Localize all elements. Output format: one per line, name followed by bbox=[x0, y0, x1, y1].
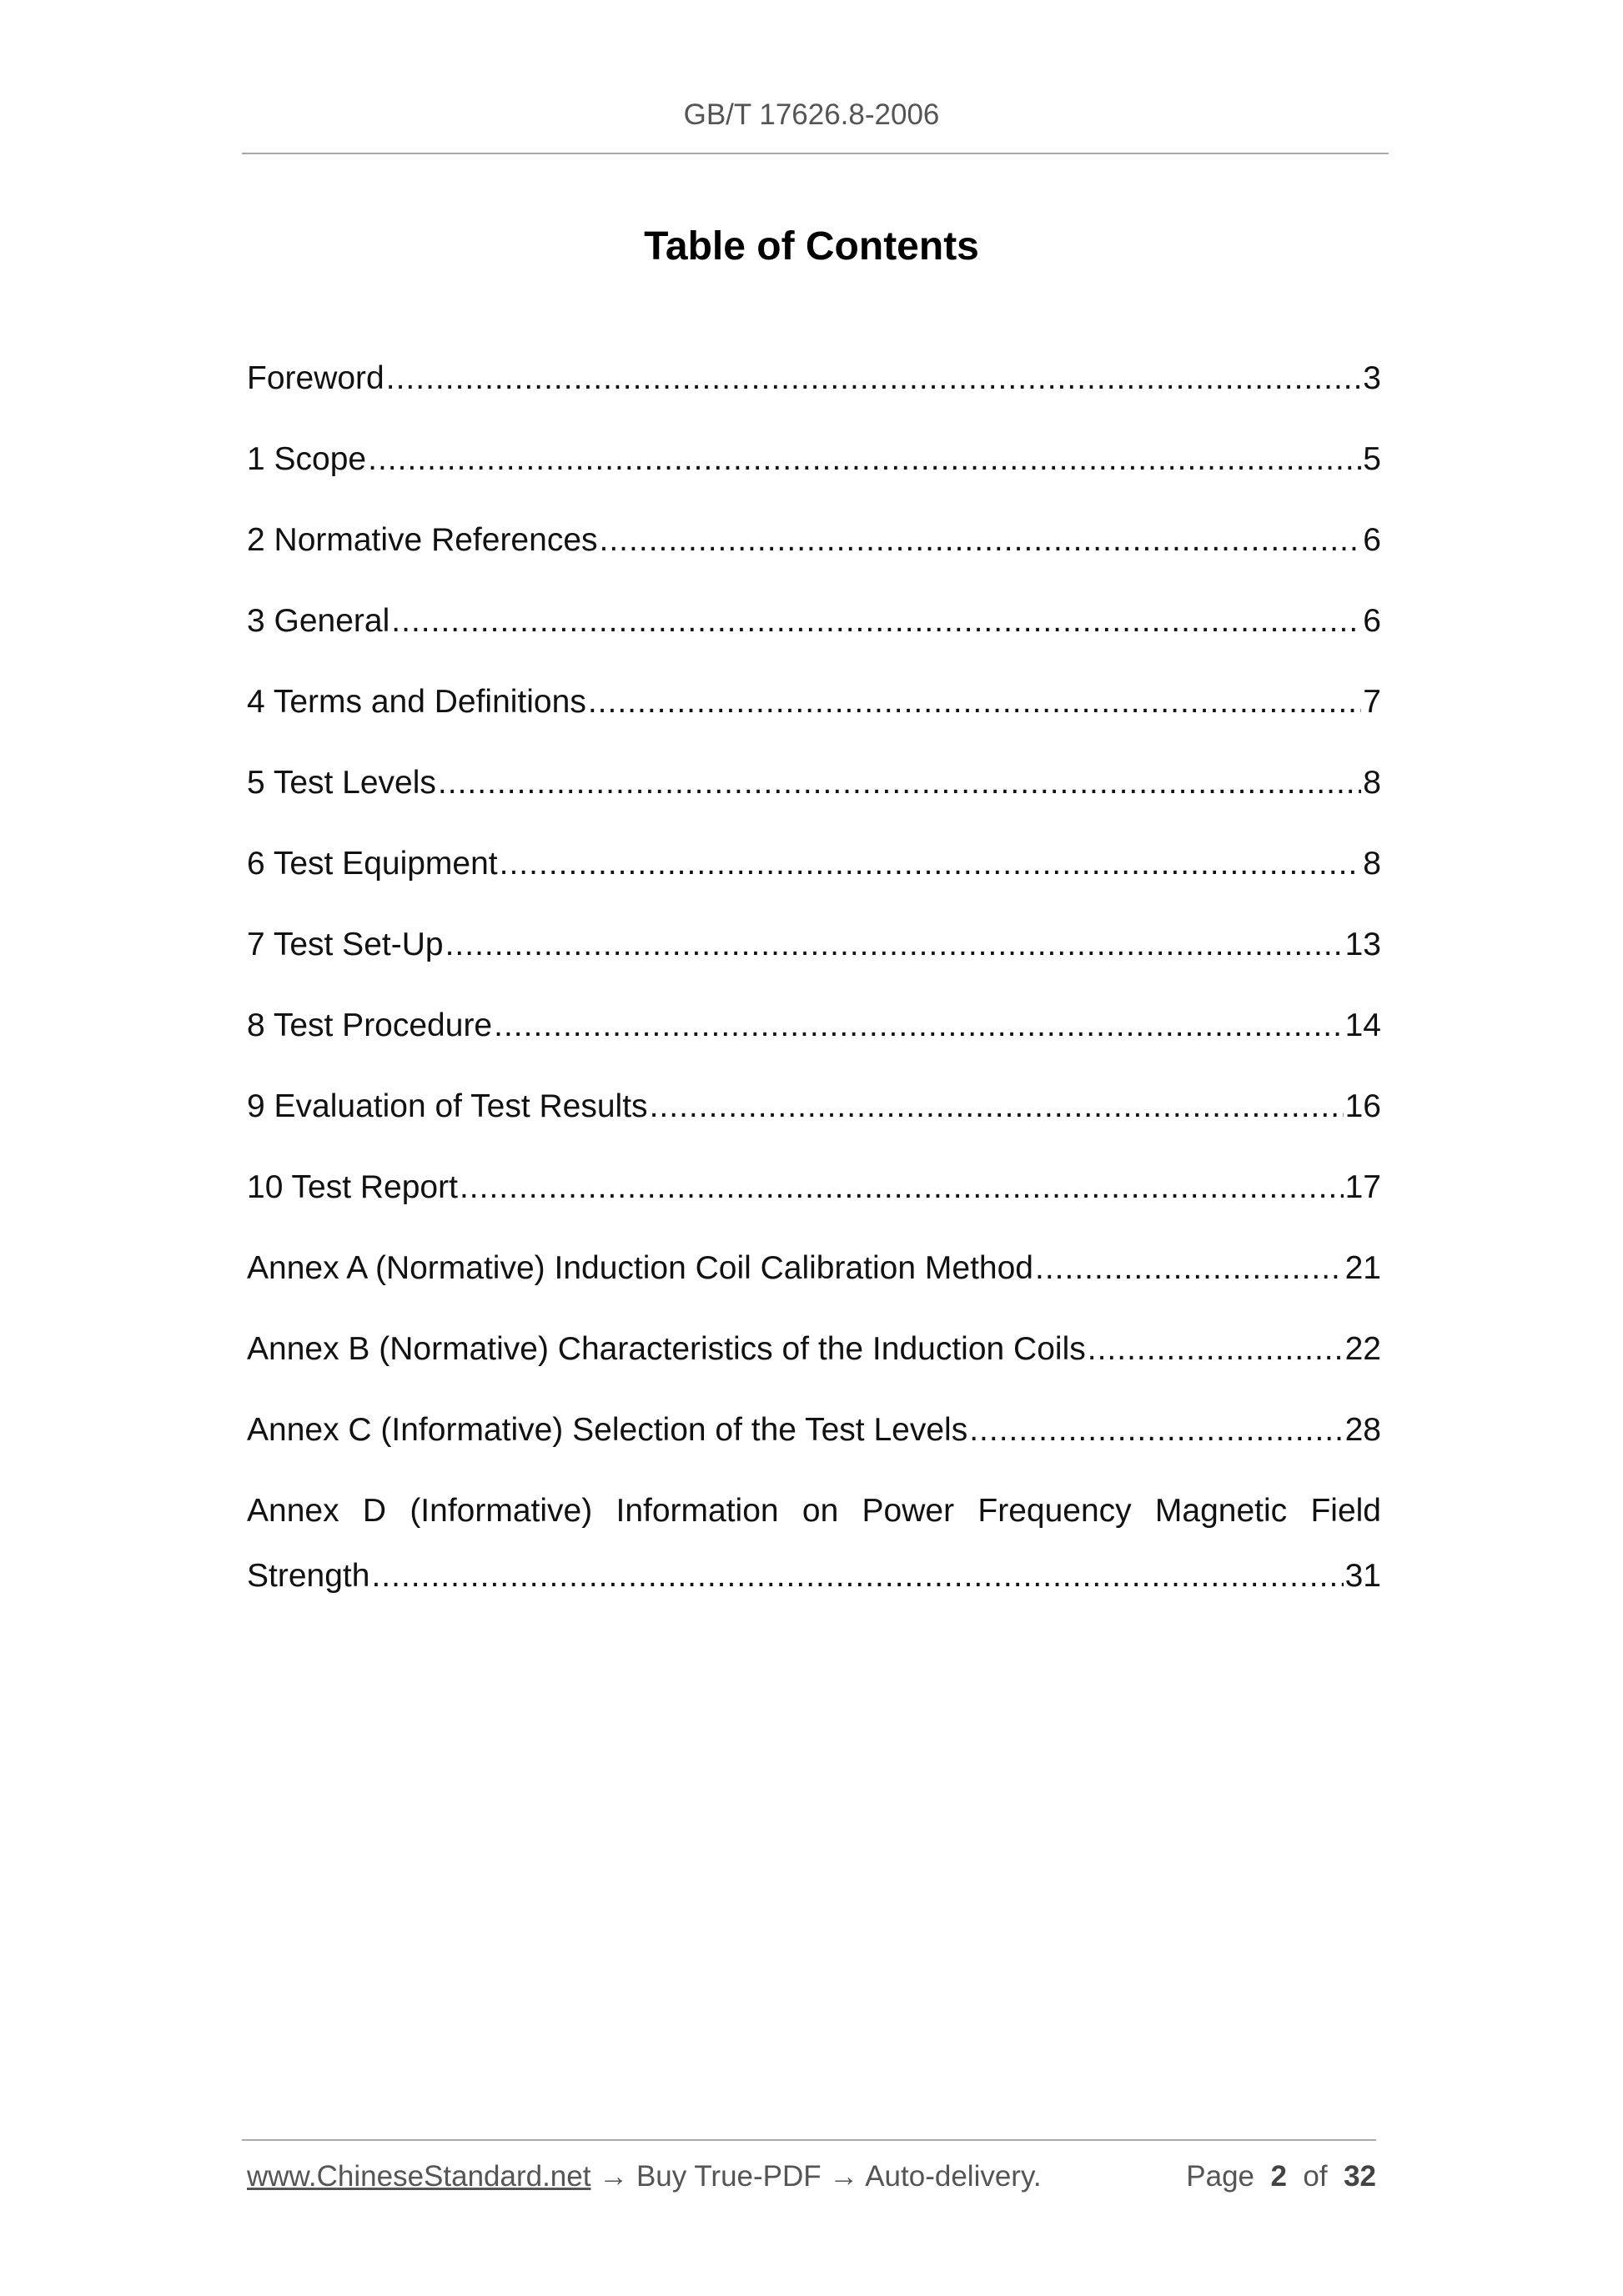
page-word: Page bbox=[1186, 2160, 1255, 2193]
toc-entry-label: 5 Test Levels bbox=[247, 765, 436, 801]
toc-entry-page: 31 bbox=[1344, 1558, 1381, 1594]
toc-entry-page: 5 bbox=[1363, 441, 1381, 477]
toc-leader-dots bbox=[969, 1406, 1343, 1454]
toc-entry-label: 1 Scope bbox=[247, 441, 367, 477]
toc-entry-test-procedure[interactable] bbox=[247, 1002, 1381, 1083]
toc-entry-label: Foreword bbox=[247, 360, 384, 396]
toc-leader-dots bbox=[650, 1083, 1344, 1131]
toc-leader-dots bbox=[445, 921, 1344, 969]
toc-entry-annex-a[interactable] bbox=[247, 1244, 1381, 1325]
arrow-right-icon: → bbox=[599, 2160, 629, 2193]
toc-leader-dots bbox=[438, 759, 1361, 807]
toc-entry-page: 6 bbox=[1363, 603, 1381, 639]
buy-true-pdf-text: Buy True-PDF bbox=[636, 2160, 822, 2193]
auto-delivery-text: Auto-delivery. bbox=[865, 2160, 1042, 2193]
toc-entry-test-set-up[interactable] bbox=[247, 921, 1381, 1002]
toc-entry-page: 14 bbox=[1344, 1007, 1381, 1043]
toc-entry-test-report[interactable] bbox=[247, 1163, 1381, 1244]
footer-divider bbox=[242, 2139, 1376, 2141]
toc-entry-page: 7 bbox=[1363, 684, 1381, 720]
toc-leader-dots bbox=[460, 1163, 1344, 1212]
toc-entry-label: 10 Test Report bbox=[247, 1169, 458, 1205]
header-divider bbox=[242, 153, 1389, 154]
toc-entry-page: 21 bbox=[1344, 1250, 1381, 1286]
toc-entry-terms-and-definitions[interactable] bbox=[247, 678, 1381, 759]
toc-entry-page: 8 bbox=[1363, 765, 1381, 801]
toc-entry-annex-b[interactable] bbox=[247, 1325, 1381, 1406]
toc-leader-dots bbox=[391, 597, 1361, 646]
toc-entry-normative-references[interactable] bbox=[247, 516, 1381, 597]
toc-entry-page: 22 bbox=[1344, 1331, 1381, 1367]
toc-entry-label: 2 Normative References bbox=[247, 522, 598, 558]
toc-leader-dots bbox=[371, 1552, 1343, 1600]
toc-entry-page: 28 bbox=[1344, 1412, 1381, 1448]
toc-leader-dots bbox=[494, 1002, 1343, 1050]
toc-leader-dots bbox=[588, 678, 1361, 726]
toc-entry-label: Annex B (Normative) Characteristics of the Induction Coils bbox=[247, 1331, 1086, 1367]
toc-entry-label-line1: Annex D (Informative) Information on Power Frequency Magnetic Field bbox=[247, 1493, 1381, 1529]
toc-entry-label: 9 Evaluation of Test Results bbox=[247, 1088, 648, 1124]
toc-leader-dots bbox=[600, 516, 1362, 565]
footer-promo bbox=[247, 2160, 1042, 2193]
toc-entry-label-line2: Strength bbox=[247, 1558, 370, 1594]
toc-entry-page: 6 bbox=[1363, 522, 1381, 558]
toc-leader-dots bbox=[1035, 1244, 1344, 1293]
page-current: 2 bbox=[1270, 2160, 1287, 2193]
toc-leader-dots bbox=[500, 840, 1362, 888]
toc-entry-label: 4 Terms and Definitions bbox=[247, 684, 586, 720]
toc-entry-evaluation-of-test-results[interactable] bbox=[247, 1083, 1381, 1163]
toc-list bbox=[247, 354, 1381, 1600]
toc-entry-label: 6 Test Equipment bbox=[247, 846, 498, 882]
toc-leader-dots bbox=[368, 435, 1361, 484]
toc-title: Table of Contents bbox=[644, 224, 979, 269]
toc-entry-label: 8 Test Procedure bbox=[247, 1007, 493, 1043]
toc-entry-general[interactable] bbox=[247, 597, 1381, 678]
toc-entry-page: 3 bbox=[1363, 360, 1381, 396]
toc-entry-page: 17 bbox=[1344, 1169, 1381, 1205]
of-word: of bbox=[1303, 2160, 1328, 2193]
toc-entry-label: 3 General bbox=[247, 603, 390, 639]
page-total: 32 bbox=[1344, 2160, 1376, 2193]
toc-entry-test-levels[interactable] bbox=[247, 759, 1381, 840]
toc-entry-page: 13 bbox=[1344, 927, 1381, 962]
toc-entry-label: Annex A (Normative) Induction Coil Calibration Method bbox=[247, 1250, 1033, 1286]
toc-entry-label: 7 Test Set-Up bbox=[247, 927, 444, 962]
toc-entry-foreword[interactable] bbox=[247, 354, 1381, 435]
toc-entry-annex-c[interactable] bbox=[247, 1406, 1381, 1487]
toc-entry-page: 16 bbox=[1344, 1088, 1381, 1124]
toc-leader-dots bbox=[386, 354, 1362, 403]
toc-entry-line2 bbox=[247, 1552, 1381, 1600]
toc-leader-dots bbox=[1088, 1325, 1344, 1374]
toc-entry-page: 8 bbox=[1363, 846, 1381, 882]
toc-entry-annex-d[interactable] bbox=[247, 1487, 1381, 1600]
toc-entry-label: Annex C (Informative) Selection of the Test Levels bbox=[247, 1412, 968, 1448]
document-code-header: GB/T 17626.8-2006 bbox=[683, 98, 940, 131]
toc-entry-scope[interactable] bbox=[247, 435, 1381, 516]
site-link[interactable]: www.ChineseStandard.net bbox=[247, 2160, 591, 2193]
arrow-right-icon: → bbox=[829, 2160, 859, 2193]
page-indicator bbox=[1186, 2160, 1376, 2193]
toc-entry-test-equipment[interactable] bbox=[247, 840, 1381, 921]
